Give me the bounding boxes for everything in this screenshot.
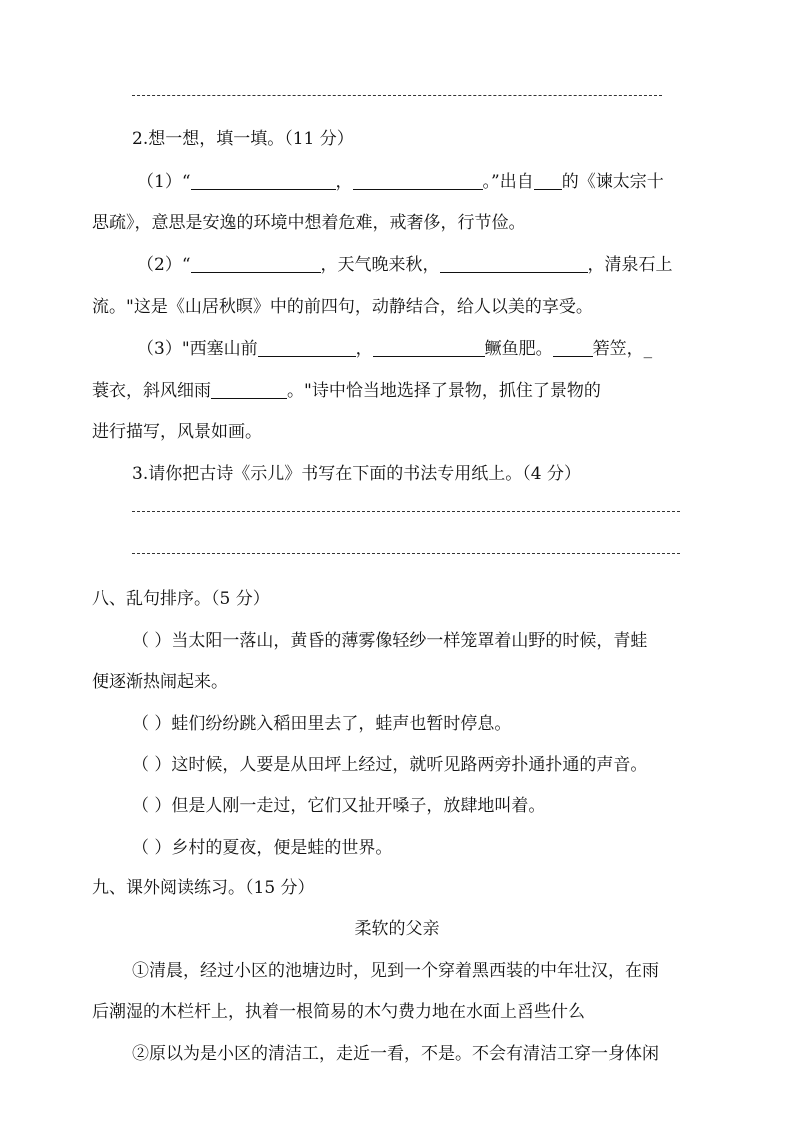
item-text: _ <box>643 339 653 359</box>
answer-blank[interactable] <box>534 171 562 190</box>
answer-blank[interactable] <box>440 254 588 273</box>
item-text: ，天气晚来秋， <box>320 255 440 275</box>
fill-item-2-cont: 流。"这是《山居秋暝》中的前四句，动静结合，给人以美的享受。 <box>92 297 593 317</box>
passage-paragraph: ②原以为是小区的清洁工，走近一看，不是。不会有清洁工穿一身体闲 <box>132 1044 659 1064</box>
answer-blank[interactable] <box>191 171 336 190</box>
question-heading: 3.请你把古诗《示儿》书写在下面的书法专用纸上。（4 分） <box>132 464 581 484</box>
item-text: ，清泉石上 <box>587 255 673 275</box>
item-text: （2）“ <box>137 255 191 275</box>
ordering-item <box>132 630 647 652</box>
ordering-item <box>132 754 647 776</box>
order-paren[interactable]: （ ） <box>132 755 172 775</box>
answer-blank[interactable] <box>373 338 485 357</box>
fill-item-1 <box>137 171 664 193</box>
writing-line[interactable] <box>132 553 680 554</box>
item-text: 当太阳一落山，黄昏的薄雾像轻纱一样笼罩着山野的时候，青蛙 <box>171 631 648 651</box>
item-text: 乡村的夏夜，便是蛙的世界。 <box>171 838 393 858</box>
item-text: 箬笠， <box>592 339 644 359</box>
fill-item-3-line3: 进行描写，风景如画。 <box>92 422 262 442</box>
order-paren[interactable]: （ ） <box>132 631 172 651</box>
question-heading: 2.想一想，填一填。（11 分） <box>132 129 354 149</box>
answer-blank[interactable] <box>258 338 356 357</box>
item-text: （1）“ <box>137 172 191 192</box>
item-text: 鳜鱼肥。 <box>484 339 553 359</box>
ordering-item-cont: 便逐渐热闹起来。 <box>92 672 228 692</box>
item-text: 的《谏太宗十 <box>561 172 664 192</box>
item-text: 蓑衣，斜风细雨 <box>92 381 211 401</box>
section-heading: 八、乱句排序。（5 分） <box>92 589 270 609</box>
passage-title: 柔软的父亲 <box>354 919 440 939</box>
order-paren[interactable]: （ ） <box>132 838 172 858</box>
answer-blank[interactable] <box>191 254 321 273</box>
item-text: ， <box>335 172 353 192</box>
passage-paragraph: ①清晨，经过小区的池塘边时，见到一个穿着黑西装的中年壮汉，在雨 <box>132 961 659 981</box>
item-text: 这时候，人要是从田坪上经过，就听见路两旁扑通扑通的声音。 <box>171 755 648 775</box>
item-text: （3）"西塞山前 <box>137 339 258 359</box>
passage-paragraph: 后潮湿的木栏杆上，执着一根简易的木勺费力地在水面上舀些什么 <box>92 1002 585 1022</box>
item-text: 蛙们纷纷跳入稻田里去了，蛙声也暂时停息。 <box>171 714 512 734</box>
ordering-item <box>132 837 392 859</box>
fill-item-1-cont: 思疏》，意思是安逸的环境中想着危难，戒奢侈，行节俭。 <box>92 213 526 233</box>
item-text: 。"诗中恰当地选择了景物，抓住了景物的 <box>287 381 601 401</box>
item-text: 但是人刚一走过，它们又扯开嗓子，放肆地叫着。 <box>171 796 546 816</box>
item-text: ， <box>355 339 373 359</box>
answer-blank[interactable] <box>353 171 483 190</box>
ordering-item <box>132 795 545 817</box>
order-paren[interactable]: （ ） <box>132 714 172 734</box>
answer-blank[interactable] <box>553 338 593 357</box>
fill-item-2 <box>137 254 673 276</box>
writing-line <box>132 95 662 96</box>
section-heading: 九、课外阅读练习。（15 分） <box>92 878 315 898</box>
writing-line[interactable] <box>132 511 680 512</box>
ordering-item <box>132 713 511 735</box>
fill-item-3 <box>137 338 652 360</box>
order-paren[interactable]: （ ） <box>132 796 172 816</box>
fill-item-3-line2 <box>92 380 601 402</box>
item-text: 。”出自 <box>482 172 534 192</box>
answer-blank[interactable] <box>211 380 287 399</box>
